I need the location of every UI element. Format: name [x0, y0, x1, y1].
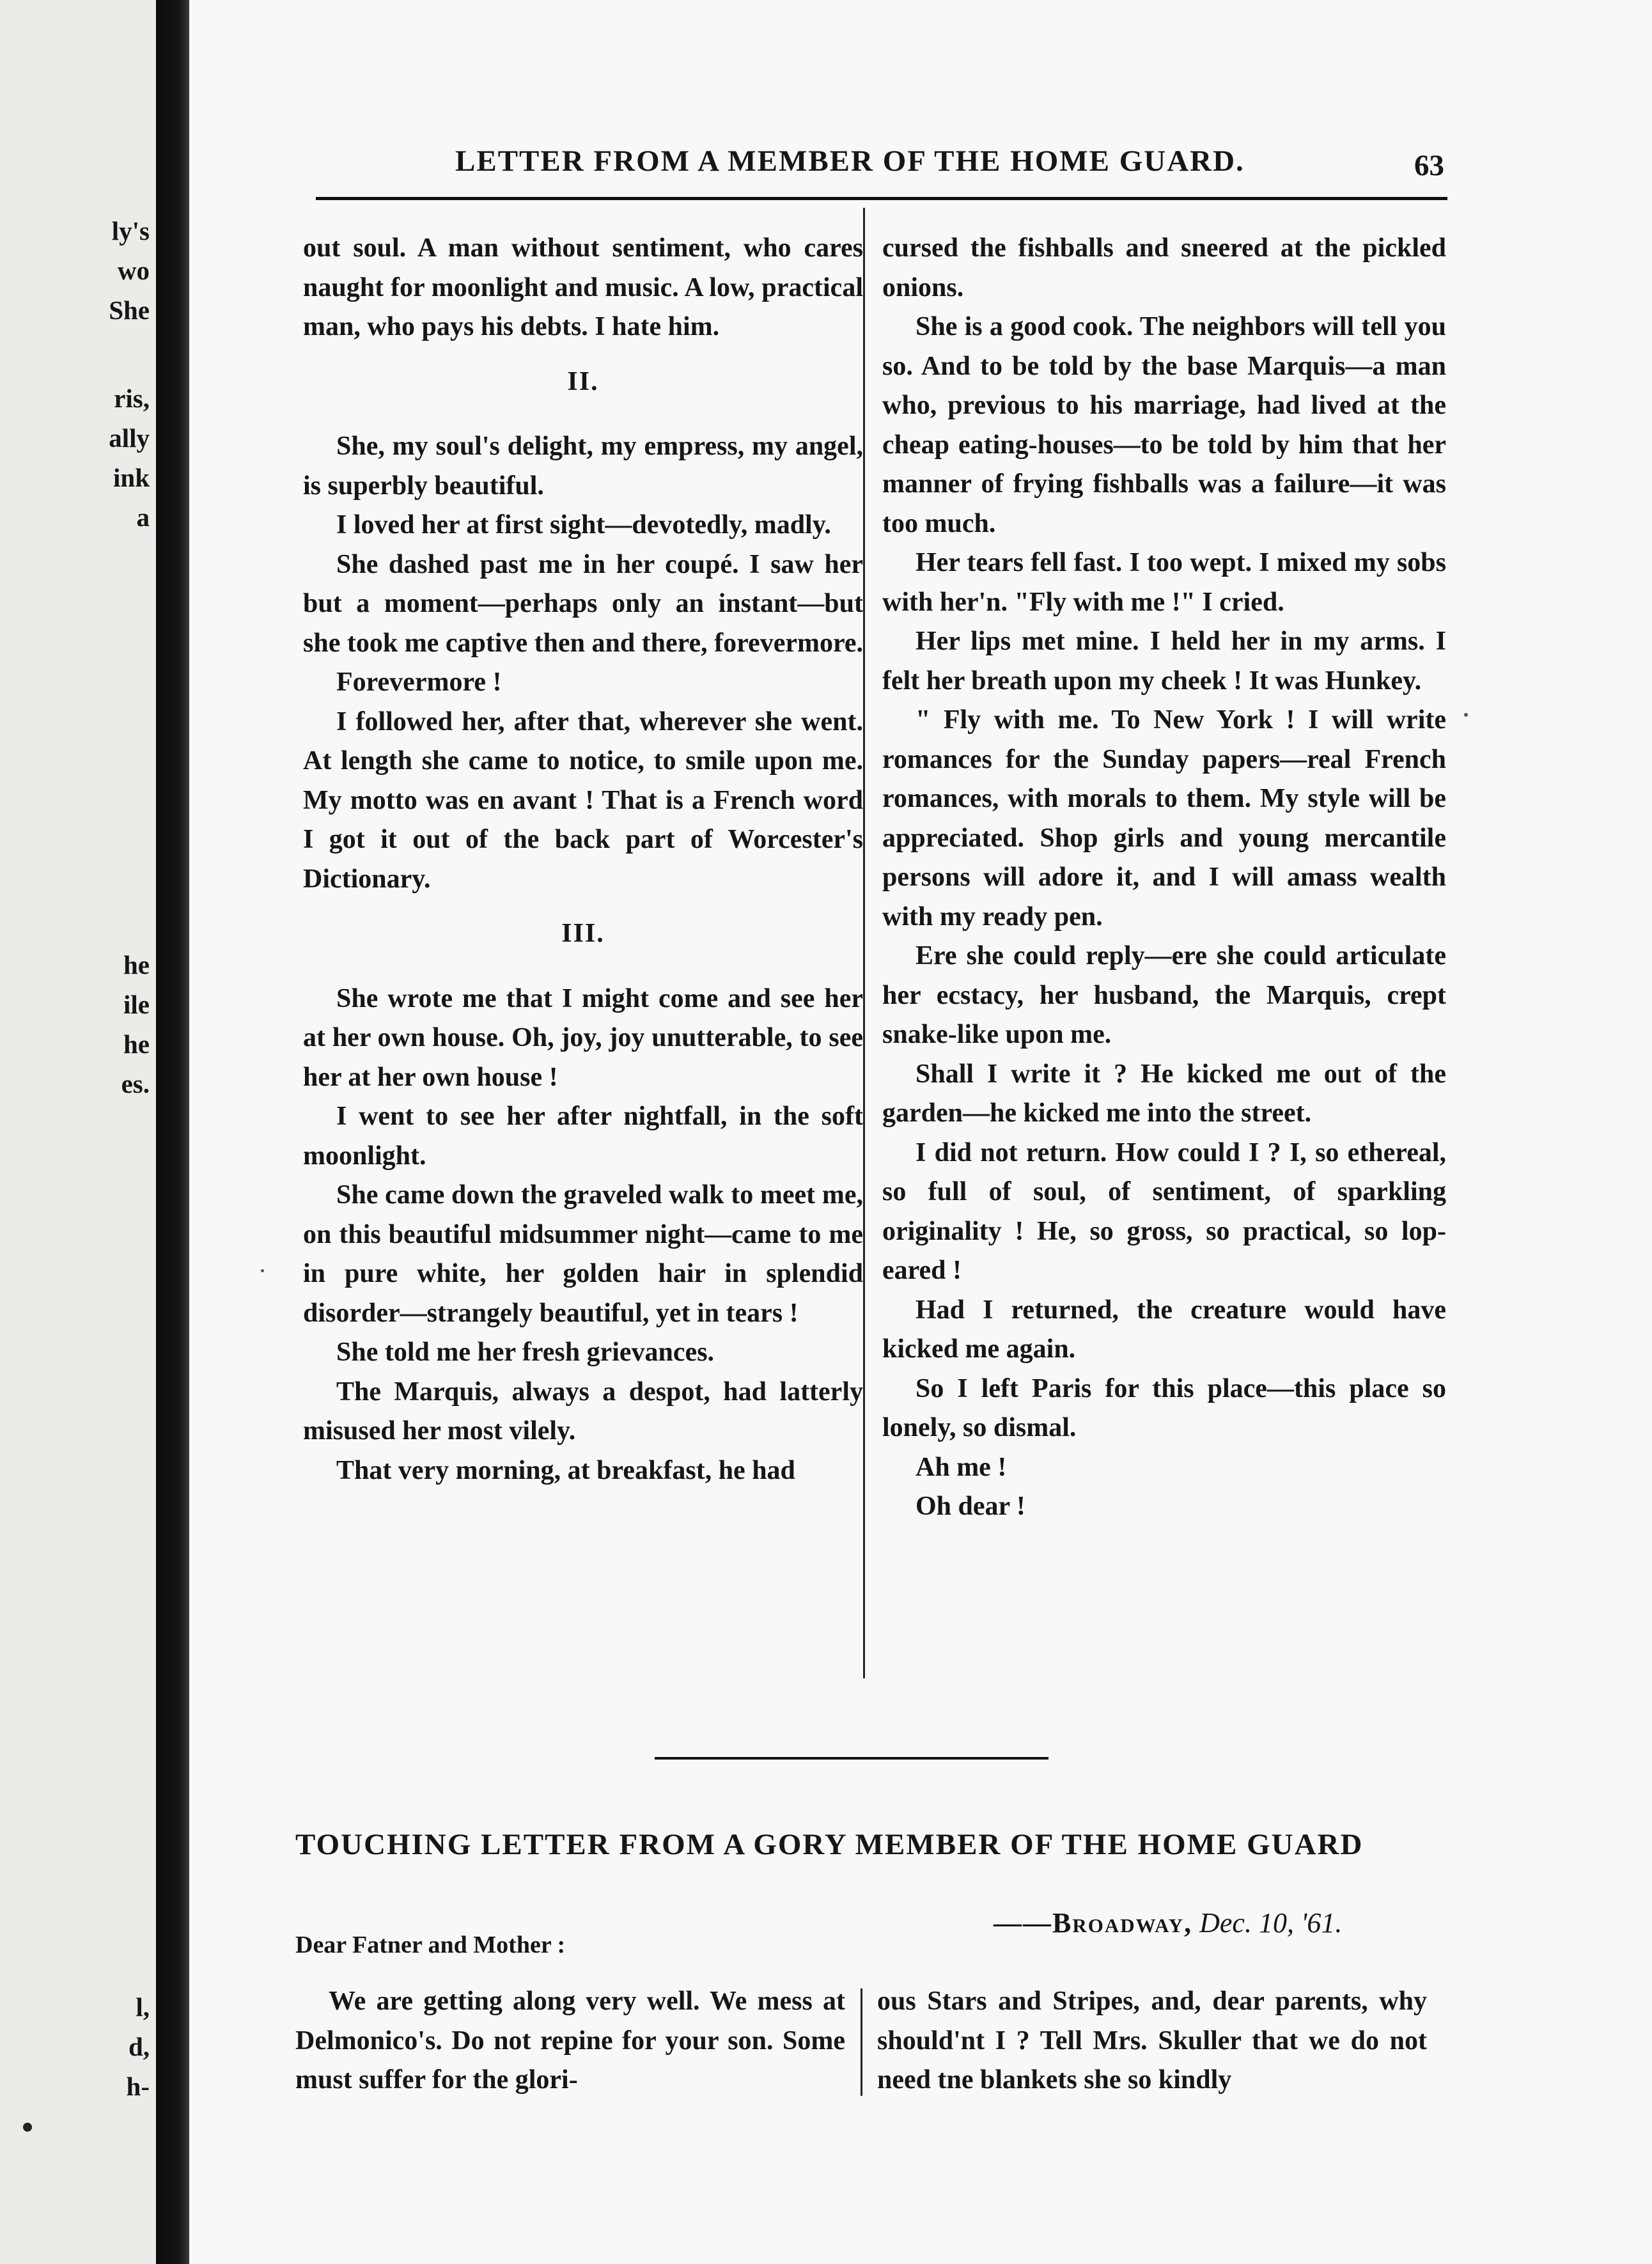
facing-page-fragment: wo [117, 256, 150, 285]
article-separator [655, 1757, 1048, 1760]
left-column [303, 229, 863, 1490]
section-heading: III. [561, 919, 605, 948]
book-gutter [156, 0, 189, 2264]
facing-page-fragment: d, [128, 2032, 150, 2061]
facing-page-fragment: ink [113, 463, 150, 492]
paragraph: I did not return. How could I ? I, so ethereal, so full of soul, of sentiment, of sparkling originality ! He, so gross, so practical, so lop-eared ! [882, 1137, 1446, 1285]
facing-page-fragment: h- [126, 2072, 150, 2101]
facing-page-fragment: ile [123, 990, 150, 1019]
paragraph: Oh dear ! [916, 1492, 1025, 1521]
facing-page-fragment: ally [109, 423, 150, 453]
facing-page-fragment: ly's [111, 216, 150, 246]
letter-right-column [877, 1982, 1427, 2100]
dateline-date: Dec. 10, '61. [1199, 1907, 1343, 1939]
paragraph: Ere she could reply—ere she could articulate her ecstacy, her husband, the Marquis, crept snake-like upon me. [882, 941, 1446, 1049]
paragraph: ous Stars and Stripes, and, dear parents, why should'nt I ? Tell Mrs. Skuller that we do not need tne blankets she so kindly [877, 1987, 1427, 2095]
paragraph: Her lips met mine. I held her in my arms. I felt her breath upon my cheek ! It was Hunkey. [882, 627, 1446, 696]
paragraph: That very morning, at breakfast, he had [336, 1455, 795, 1485]
facing-page-fragment: a [136, 503, 150, 532]
facing-page-fragment: ris, [114, 384, 150, 413]
paragraph: I followed her, after that, wherever she went. At length she came to notice, to smile upon me. My motto was en avant ! That is a French word I got it out of the back part of Worcester's Dictionary. [303, 707, 863, 894]
print-speck [1464, 713, 1468, 717]
facing-page-fragment: l, [136, 1992, 150, 2022]
running-head: LETTER FROM A MEMBER OF THE HOME GUARD. [455, 144, 1245, 178]
paragraph: The Marquis, always a despot, had latterly misused her most vilely. [303, 1377, 863, 1446]
paragraph: Forevermore ! [336, 667, 502, 697]
paragraph: " Fly with me. To New York ! I will write romances for the Sunday papers—real French romances, with morals to them. My style will be appreciated. Shop girls and young mercantile persons will adore it, and I will amass wealth with my ready pen. [882, 705, 1446, 932]
page-number: 63 [1414, 149, 1444, 182]
paragraph: Ah me ! [916, 1452, 1007, 1482]
paragraph: We are getting along very well. We mess at Delmonico's. Do not repine for your son. Some must suffer for the glori- [295, 1987, 845, 2095]
paragraph: out soul. A man without sentiment, who cares naught for moonlight and music. A low, practical man, who pays his debts. I hate him. [303, 233, 863, 341]
paragraph: She told me her fresh grievances. [336, 1338, 715, 1367]
paragraph: Shall I write it ? He kicked me out of the garden—he kicked me into the street. [882, 1059, 1446, 1128]
paragraph: Her tears fell fast. I too wept. I mixed my sobs with her'n. "Fly with me !" I cried. [882, 548, 1446, 617]
paragraph: She is a good cook. The neighbors will tell you so. And to be told by the base Marquis—a man who, previous to his marriage, had lived at the cheap eating-houses—to be told by him that her manner of frying fishballs was a failure—it was too much. [882, 312, 1446, 538]
article-title: TOUCHING LETTER FROM A GORY MEMBER OF THE HOME GUARD [295, 1828, 1364, 1861]
column-divider [861, 1988, 862, 2096]
paragraph: She came down the graveled walk to meet me, on this beautiful midsummer night—came to me in pure white, her golden hair in splendid disorder—strangely beautiful, yet in tears ! [303, 1180, 863, 1328]
facing-page-edge [0, 0, 156, 2264]
paragraph: I went to see her after nightfall, in the soft moonlight. [303, 1102, 863, 1171]
paragraph: cursed the fishballs and sneered at the pickled onions. [882, 233, 1446, 302]
header-rule [316, 197, 1447, 200]
facing-page-fragment: he [123, 1029, 150, 1059]
paragraph: I loved her at first sight—devotedly, madly. [336, 510, 831, 540]
right-column [882, 229, 1446, 1527]
facing-page-fragment: She [109, 295, 150, 325]
salutation: Dear Fatner and Mother : [295, 1932, 566, 1958]
print-speck [23, 2123, 32, 2132]
column-divider [863, 208, 865, 1678]
paragraph: She wrote me that I might come and see her at her own house. Oh, joy, joy unutterable, to see her at her own house ! [303, 983, 863, 1092]
paragraph: She dashed past me in her coupé. I saw her but a moment—perhaps only an instant—but she took me captive then and there, forevermore. [303, 549, 863, 658]
section-heading: II. [567, 366, 599, 396]
facing-page-fragment: es. [121, 1069, 150, 1098]
facing-page-fragment: he [123, 950, 150, 980]
dateline-place: ——Broadway, [994, 1907, 1193, 1939]
paragraph: So I left Paris for this place—this place so lonely, so dismal. [882, 1373, 1446, 1442]
paragraph: Had I returned, the creature would have kicked me again. [882, 1295, 1446, 1364]
letter-left-column [295, 1982, 845, 2100]
print-speck [261, 1269, 264, 1272]
dateline [994, 1907, 1342, 1939]
paragraph: She, my soul's delight, my empress, my angel, is superbly beautiful. [303, 432, 863, 501]
